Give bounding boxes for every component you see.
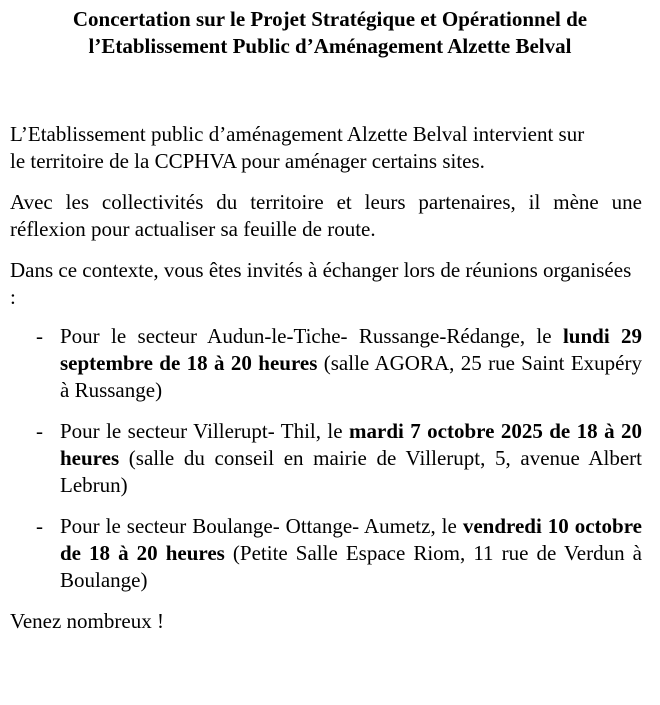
context-paragraph: Dans ce contexte, vous êtes invités à échanger lors de réunions organisées : [10, 258, 632, 309]
meeting-date: lundi 29 septembre de 18 à 20 heures [60, 324, 643, 375]
intro-paragraph: L’Etablissement public d’aménagement Alzette Belval intervient sur le territoire de la CCPHVA pour aménager certains sites. [10, 122, 585, 173]
title-line-2: l’Etablissement Public d’Aménagement Alzette Belval [88, 34, 572, 58]
meeting-item-boulange [10, 513, 642, 594]
meeting-item-villerupt [10, 418, 642, 499]
list-dash: - [36, 514, 43, 538]
meeting-location: (salle du conseil en mairie de Villerupt, 5, avenue Albert Lebrun) [60, 446, 642, 497]
list-dash: - [36, 324, 43, 348]
meetings-list [10, 323, 642, 594]
closing-line: Venez nombreux ! [10, 609, 164, 633]
meeting-sector: Pour le secteur Audun-le-Tiche- Russange-Rédange, le [60, 324, 552, 348]
document-title [10, 6, 642, 60]
meeting-sector: Pour le secteur Villerupt- Thil, le [60, 419, 343, 443]
list-dash: - [36, 419, 43, 443]
meeting-location: (salle AGORA, 25 rue Saint Exupéry à Russange) [60, 351, 642, 402]
collectivities-paragraph: Avec les collectivités du territoire et leurs partenaires, il mène une réflexion pour actualiser sa feuille de route. [10, 190, 642, 241]
meeting-date: vendredi 10 octobre de 18 à 20 heures [60, 514, 642, 565]
meeting-sector: Pour le secteur Boulange- Ottange- Aumetz, le [60, 514, 457, 538]
meeting-date: mardi 7 octobre 2025 de 18 à 20 heures [60, 419, 643, 470]
title-line-1: Concertation sur le Projet Stratégique et Opérationnel de [72, 7, 588, 31]
meeting-item-audun [10, 323, 642, 404]
meeting-location: (Petite Salle Espace Riom, 11 rue de Verdun à Boulange) [60, 541, 642, 592]
